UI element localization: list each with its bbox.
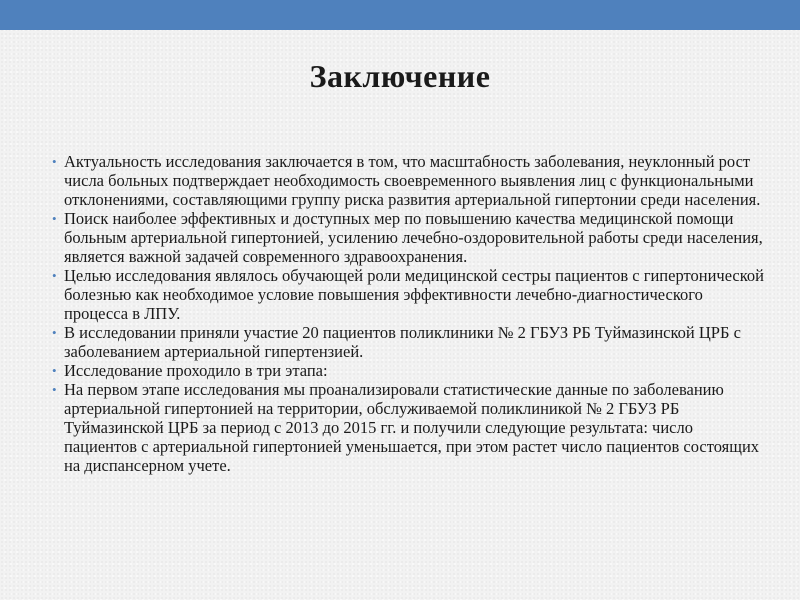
- list-item: [52, 361, 764, 380]
- bullet-list: [52, 152, 764, 475]
- list-item: [52, 152, 764, 209]
- list-item: [52, 266, 764, 323]
- top-accent-bar: [0, 0, 800, 30]
- list-item: [52, 323, 764, 361]
- bullet-text: Поиск наиболее эффективных и доступных мер по повышению качества медицинской помощи больным артериальной гипертонией, усилению лечебно-оздоровительной работы среди населения, является важной задачей современного здравоохранения.: [64, 209, 763, 266]
- bullet-dot-icon: •: [52, 211, 57, 226]
- bullet-text: Актуальность исследования заключается в том, что масштабность заболевания, неуклонный рост числа больных подтверждает необходимость своевременного выявления лиц с функциональными отклонениями, составляющими группу риска развития артериальной гипертонии среди населения.: [64, 152, 761, 209]
- list-item: [52, 380, 764, 475]
- bullet-text: Исследование проходило в три этапа:: [64, 361, 328, 380]
- bullet-dot-icon: •: [52, 382, 57, 397]
- bullet-dot-icon: •: [52, 325, 57, 340]
- bullet-dot-icon: •: [52, 363, 57, 378]
- bullet-dot-icon: •: [52, 154, 57, 169]
- bullet-text: Целью исследования являлось обучающей роли медицинской сестры пациентов с гипертонической болезнью как необходимое условие повышения эффективности лечебно-диагностического процесса в ЛПУ.: [64, 266, 765, 323]
- bullet-text: В исследовании приняли участие 20 пациентов поликлиники № 2 ГБУЗ РБ Туймазинской ЦРБ с заболеванием артериальной гипертензией.: [64, 323, 741, 361]
- list-item: [52, 209, 764, 266]
- slide-title: Заключение: [309, 58, 491, 94]
- bullet-text: На первом этапе исследования мы проанализировали статистические данные по заболеванию артериальной гипертонией на территории, обслуживаемой поликлиникой № 2 ГБУЗ РБ Туймазинской ЦРБ за период с 2013 до 2015 гг. и получили следующие результата: число пациентов с артериальной гипертонией уменьшается, при этом растет число пациентов состоящих на диспансерном учете.: [64, 380, 760, 475]
- bullet-dot-icon: •: [52, 268, 57, 283]
